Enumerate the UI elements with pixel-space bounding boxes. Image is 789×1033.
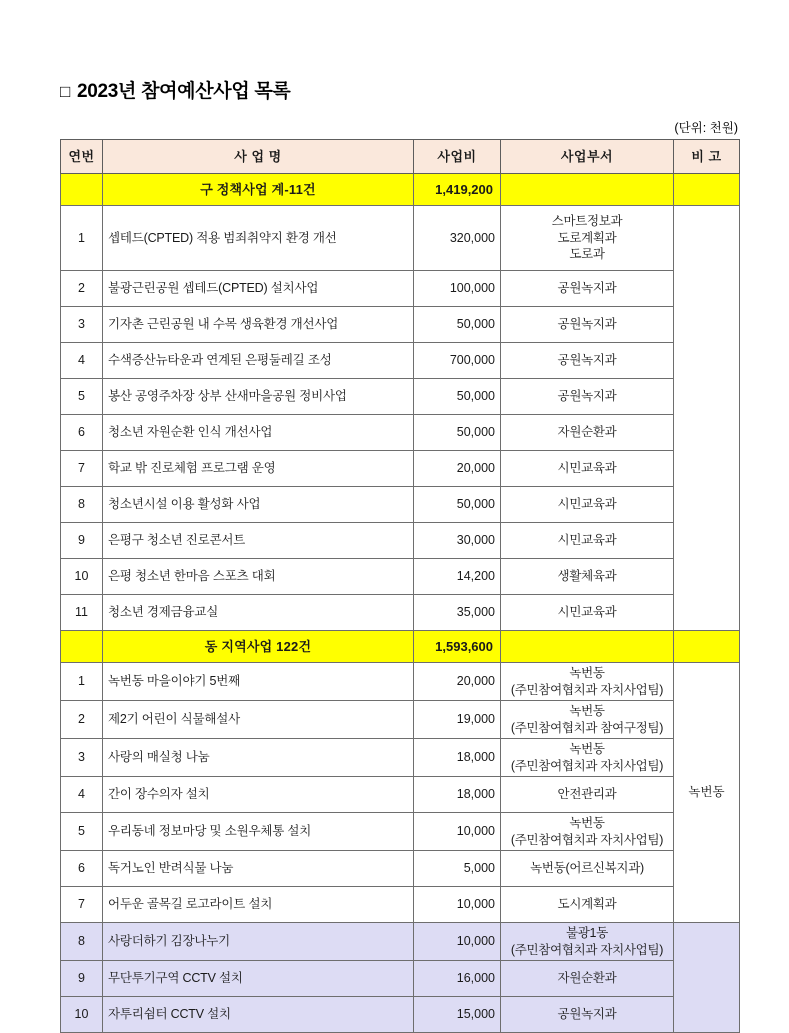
budget-table [60,139,740,1033]
row-department [501,923,674,961]
budget-table-wrapper [60,139,739,1033]
row-department: 공원녹지과 [501,379,674,415]
row-no: 10 [61,559,103,595]
subtotal-cost: 1,419,200 [414,174,501,206]
row-department: 안전관리과 [501,777,674,813]
table-row[interactable] [61,701,740,739]
row-department: 시민교육과 [501,487,674,523]
table-row[interactable] [61,487,740,523]
table-header-row [61,140,740,174]
row-department: 공원녹지과 [501,271,674,307]
row-project-name: 우리동네 정보마당 및 소원우체통 설치 [103,813,414,851]
column-header-cost: 사업비 [414,140,501,174]
row-cost: 50,000 [414,379,501,415]
table-row[interactable] [61,206,740,271]
table-row[interactable] [61,777,740,813]
row-no: 1 [61,206,103,271]
row-department: 공원녹지과 [501,997,674,1033]
row-no: 2 [61,271,103,307]
row-cost: 19,000 [414,701,501,739]
table-row[interactable] [61,415,740,451]
row-cost: 10,000 [414,813,501,851]
table-row[interactable] [61,595,740,631]
row-project-name: 수색증산뉴타운과 연계된 은평둘레길 조성 [103,343,414,379]
dept-line: 녹번동 [569,666,605,680]
row-note-merged-blank [674,923,740,1033]
row-no: 4 [61,343,103,379]
row-no: 7 [61,451,103,487]
row-cost: 20,000 [414,663,501,701]
row-no: 11 [61,595,103,631]
row-department: 시민교육과 [501,595,674,631]
table-row[interactable] [61,379,740,415]
table-row[interactable] [61,923,740,961]
row-department: 시민교육과 [501,523,674,559]
row-no: 9 [61,523,103,559]
row-no: 5 [61,379,103,415]
row-department [501,813,674,851]
row-project-name: 은평 청소년 한마음 스포츠 대회 [103,559,414,595]
dept-line: 녹번동 [569,742,605,756]
row-no: 6 [61,851,103,887]
table-body [61,174,740,1033]
column-header-dept: 사업부서 [501,140,674,174]
table-row[interactable] [61,343,740,379]
subtotal-label: 구 정책사업 계-11건 [103,174,414,206]
row-cost: 5,000 [414,851,501,887]
subtotal-cost: 1,593,600 [414,631,501,663]
row-project-name: 청소년시설 이용 활성화 사업 [103,487,414,523]
row-cost: 20,000 [414,451,501,487]
row-project-name: 셉테드(CPTED) 적용 범죄취약지 환경 개선 [103,206,414,271]
row-department: 시민교육과 [501,451,674,487]
row-cost: 700,000 [414,343,501,379]
page-title [60,76,290,103]
row-no: 4 [61,777,103,813]
row-cost: 15,000 [414,997,501,1033]
row-project-name: 사랑의 매실청 나눔 [103,739,414,777]
row-cost: 35,000 [414,595,501,631]
row-cost: 14,200 [414,559,501,595]
row-department: 도시계획과 [501,887,674,923]
row-cost: 50,000 [414,307,501,343]
row-department [501,701,674,739]
dept-line: 스마트정보과 [551,214,623,229]
row-department: 자원순환과 [501,415,674,451]
row-project-name: 제2기 어린이 식물해설사 [103,701,414,739]
row-no: 10 [61,997,103,1033]
row-no: 5 [61,813,103,851]
row-project-name: 기자촌 근린공원 내 수목 생육환경 개선사업 [103,307,414,343]
row-department [501,739,674,777]
table-row[interactable] [61,307,740,343]
subtotal-blank-no [61,631,103,663]
table-row[interactable] [61,663,740,701]
subtotal-label: 동 지역사업 122건 [103,631,414,663]
row-project-name: 무단투기구역 CCTV 설치 [103,961,414,997]
dept-line: 불광1동 [566,926,608,940]
row-project-name: 간이 장수의자 설치 [103,777,414,813]
subtotal-blank-note [674,174,740,206]
row-cost: 50,000 [414,415,501,451]
row-department: 자원순환과 [501,961,674,997]
row-cost: 320,000 [414,206,501,271]
row-department [501,206,674,271]
table-row[interactable] [61,813,740,851]
row-project-name: 청소년 경제금융교실 [103,595,414,631]
row-cost: 18,000 [414,777,501,813]
subtotal-blank-note [674,631,740,663]
row-project-name: 청소년 자원순환 인식 개선사업 [103,415,414,451]
table-row[interactable] [61,523,740,559]
row-project-name: 어두운 골목길 로고라이트 설치 [103,887,414,923]
row-no: 3 [61,739,103,777]
row-project-name: 자투리쉼터 CCTV 설치 [103,997,414,1033]
row-department: 공원녹지과 [501,343,674,379]
row-no: 3 [61,307,103,343]
section-subtotal-row [61,174,740,206]
dept-line: (주민참여협치과 참여구정팀) [510,720,664,735]
row-no: 8 [61,923,103,961]
row-cost: 100,000 [414,271,501,307]
subtotal-blank-dept [501,631,674,663]
row-no: 2 [61,701,103,739]
page-title-text: 2023년 참여예산사업 목록 [76,81,291,102]
dept-line: 녹번동 [569,816,605,830]
dept-line: (주민참여협치과 자치사업팀) [510,942,664,957]
table-row[interactable] [61,451,740,487]
dept-line: (주민참여협치과 자치사업팀) [510,682,664,697]
row-no: 1 [61,663,103,701]
row-cost: 30,000 [414,523,501,559]
row-project-name: 학교 밖 진로체험 프로그램 운영 [103,451,414,487]
column-header-name: 사 업 명 [103,140,414,174]
row-department: 녹번동(어르신복지과) [501,851,674,887]
row-cost: 16,000 [414,961,501,997]
row-cost: 50,000 [414,487,501,523]
subtotal-blank-dept [501,174,674,206]
dept-line: (주민참여협치과 자치사업팀) [510,832,664,847]
table-row[interactable] [61,961,740,997]
dept-line: 도로계획과 [557,230,617,245]
row-project-name: 녹번동 마을이야기 5번째 [103,663,414,701]
dept-line: (주민참여협치과 자치사업팀) [510,758,664,773]
row-no: 8 [61,487,103,523]
row-note-merged-blank [674,206,740,631]
unit-note: (단위: 천원) [674,121,738,135]
bullet-box-icon: □ [60,82,70,101]
row-project-name: 봉산 공영주차장 상부 산새마을공원 정비사업 [103,379,414,415]
row-project-name: 불광근린공원 셉테드(CPTED) 설치사업 [103,271,414,307]
table-row[interactable] [61,271,740,307]
row-department: 생활체육과 [501,559,674,595]
table-row[interactable] [61,559,740,595]
row-cost: 10,000 [414,887,501,923]
row-cost: 10,000 [414,923,501,961]
row-note-merged: 녹번동 [674,663,740,923]
column-header-no: 연번 [61,140,103,174]
row-department: 공원녹지과 [501,307,674,343]
row-department [501,663,674,701]
dept-line: 도로과 [569,247,605,262]
row-project-name: 사랑더하기 김장나누기 [103,923,414,961]
row-no: 7 [61,887,103,923]
table-row[interactable] [61,739,740,777]
row-no: 6 [61,415,103,451]
row-project-name: 은평구 청소년 진로콘서트 [103,523,414,559]
dept-line: 녹번동 [569,704,605,718]
section-subtotal-row [61,631,740,663]
table-row[interactable] [61,887,740,923]
table-row[interactable] [61,851,740,887]
column-header-note: 비 고 [674,140,740,174]
row-cost: 18,000 [414,739,501,777]
subtotal-blank-no [61,174,103,206]
row-project-name: 독거노인 반려식물 나눔 [103,851,414,887]
row-no: 9 [61,961,103,997]
